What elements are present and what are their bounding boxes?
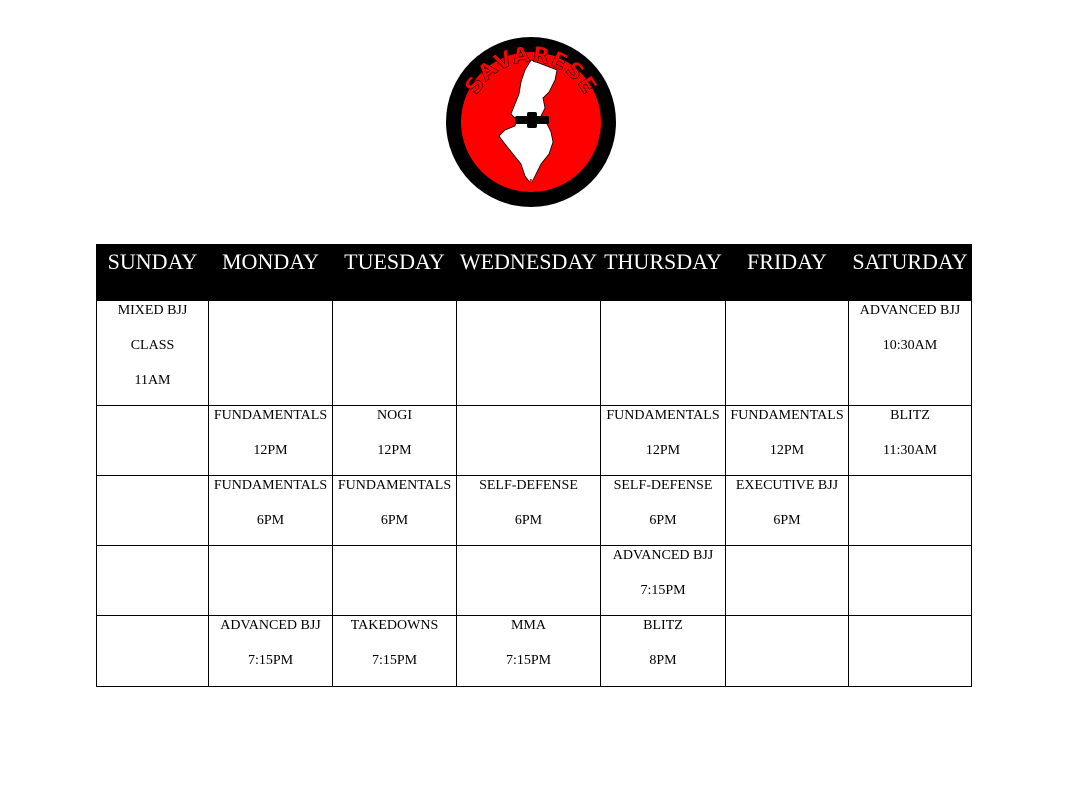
schedule-cell-sunday: [97, 616, 209, 687]
class-name: MIXED BJJ: [117, 303, 188, 318]
class-name: NOGI: [377, 408, 412, 423]
class-name: ADVANCED BJJ: [859, 303, 961, 318]
class-detail: 12PM: [769, 443, 805, 458]
class-detail: 6PM: [773, 513, 801, 528]
class-detail: 11:30AM: [883, 443, 937, 458]
schedule-cell-sunday: [97, 476, 209, 546]
schedule-cell-tuesday: [333, 406, 457, 476]
class-name: ADVANCED BJJ: [612, 548, 714, 563]
schedule-cell-monday: [209, 301, 333, 406]
schedule-cell-saturday: [849, 546, 972, 616]
schedule-row: [97, 616, 972, 687]
class-detail: 12PM: [645, 443, 681, 458]
day-header-sunday: SUNDAY: [97, 245, 209, 301]
schedule-row: [97, 476, 972, 546]
schedule-cell-tuesday: [333, 301, 457, 406]
schedule-cell-friday: [726, 301, 849, 406]
class-name: EXECUTIVE BJJ: [735, 478, 839, 493]
class-name: FUNDAMENTALS: [213, 478, 328, 493]
class-name: MMA: [510, 618, 546, 633]
class-detail: 12PM: [253, 443, 288, 458]
class-detail: 7:15PM: [640, 583, 686, 598]
schedule-cell-saturday: [849, 476, 972, 546]
class-name: FUNDAMENTALS: [730, 408, 844, 423]
schedule-cell-friday: [726, 616, 849, 687]
day-header-friday: FRIDAY: [726, 245, 849, 301]
day-header-thursday: THURSDAY: [601, 245, 726, 301]
schedule-cell-monday: [209, 406, 333, 476]
schedule-cell-sunday: [97, 301, 209, 406]
schedule-cell-friday: [726, 406, 849, 476]
logo-bottom-text: BRAZILIAN JIU-JITSU ACADEMY: [464, 128, 598, 190]
schedule-cell-thursday: [601, 301, 726, 406]
schedule-cell-thursday: [601, 616, 726, 687]
class-detail: 6PM: [649, 513, 677, 528]
day-header-tuesday: TUESDAY: [333, 245, 457, 301]
day-header-monday: MONDAY: [209, 245, 333, 301]
class-schedule-table: [96, 244, 972, 687]
schedule-cell-monday: [209, 476, 333, 546]
schedule-cell-saturday: [849, 301, 972, 406]
schedule-cell-wednesday: [457, 476, 601, 546]
schedule-cell-sunday: [97, 546, 209, 616]
class-name: SELF-DEFENSE: [613, 478, 713, 493]
class-detail: CLASS: [130, 338, 175, 353]
schedule-cell-thursday: [601, 476, 726, 546]
class-detail: 7:15PM: [371, 653, 418, 668]
class-detail: 8PM: [649, 653, 677, 668]
class-name: TAKEDOWNS: [350, 618, 439, 633]
class-name: BLITZ: [890, 408, 930, 423]
schedule-cell-monday: [209, 616, 333, 687]
schedule-cell-saturday: [849, 406, 972, 476]
schedule-cell-monday: [209, 546, 333, 616]
schedule-row: [97, 546, 972, 616]
schedule-cell-friday: [726, 546, 849, 616]
logo-top-text: SAVARESE: [460, 42, 602, 100]
schedule-cell-wednesday: [457, 406, 601, 476]
schedule-cell-tuesday: [333, 546, 457, 616]
schedule-cell-wednesday: [457, 301, 601, 406]
class-detail: 7:15PM: [247, 653, 294, 668]
schedule-cell-tuesday: [333, 476, 457, 546]
class-detail: 7:15PM: [505, 653, 552, 668]
class-detail: 12PM: [377, 443, 412, 458]
class-detail: 10:30AM: [882, 338, 938, 353]
class-detail: 6PM: [380, 513, 409, 528]
logo-emblem: [445, 36, 617, 208]
schedule-cell-thursday: [601, 546, 726, 616]
class-name: BLITZ: [643, 618, 683, 633]
schedule-cell-wednesday: [457, 616, 601, 687]
schedule-cell-tuesday: [333, 616, 457, 687]
schedule-row: [97, 406, 972, 476]
schedule-cell-friday: [726, 476, 849, 546]
day-header-row: [97, 245, 972, 301]
class-name: SELF-DEFENSE: [479, 478, 578, 493]
day-header-wednesday: WEDNESDAY: [457, 245, 601, 301]
class-detail: 11AM: [134, 373, 171, 388]
class-name: ADVANCED BJJ: [220, 618, 321, 633]
day-header-saturday: SATURDAY: [849, 245, 972, 301]
class-name: FUNDAMENTALS: [337, 478, 452, 493]
class-detail: 6PM: [514, 513, 543, 528]
schedule-row: [97, 301, 972, 406]
schedule-cell-wednesday: [457, 546, 601, 616]
class-detail: 6PM: [256, 513, 285, 528]
class-name: FUNDAMENTALS: [606, 408, 720, 423]
schedule-cell-sunday: [97, 406, 209, 476]
schedule-cell-thursday: [601, 406, 726, 476]
schedule-cell-saturday: [849, 616, 972, 687]
class-name: FUNDAMENTALS: [213, 408, 328, 423]
academy-logo: [445, 36, 617, 208]
